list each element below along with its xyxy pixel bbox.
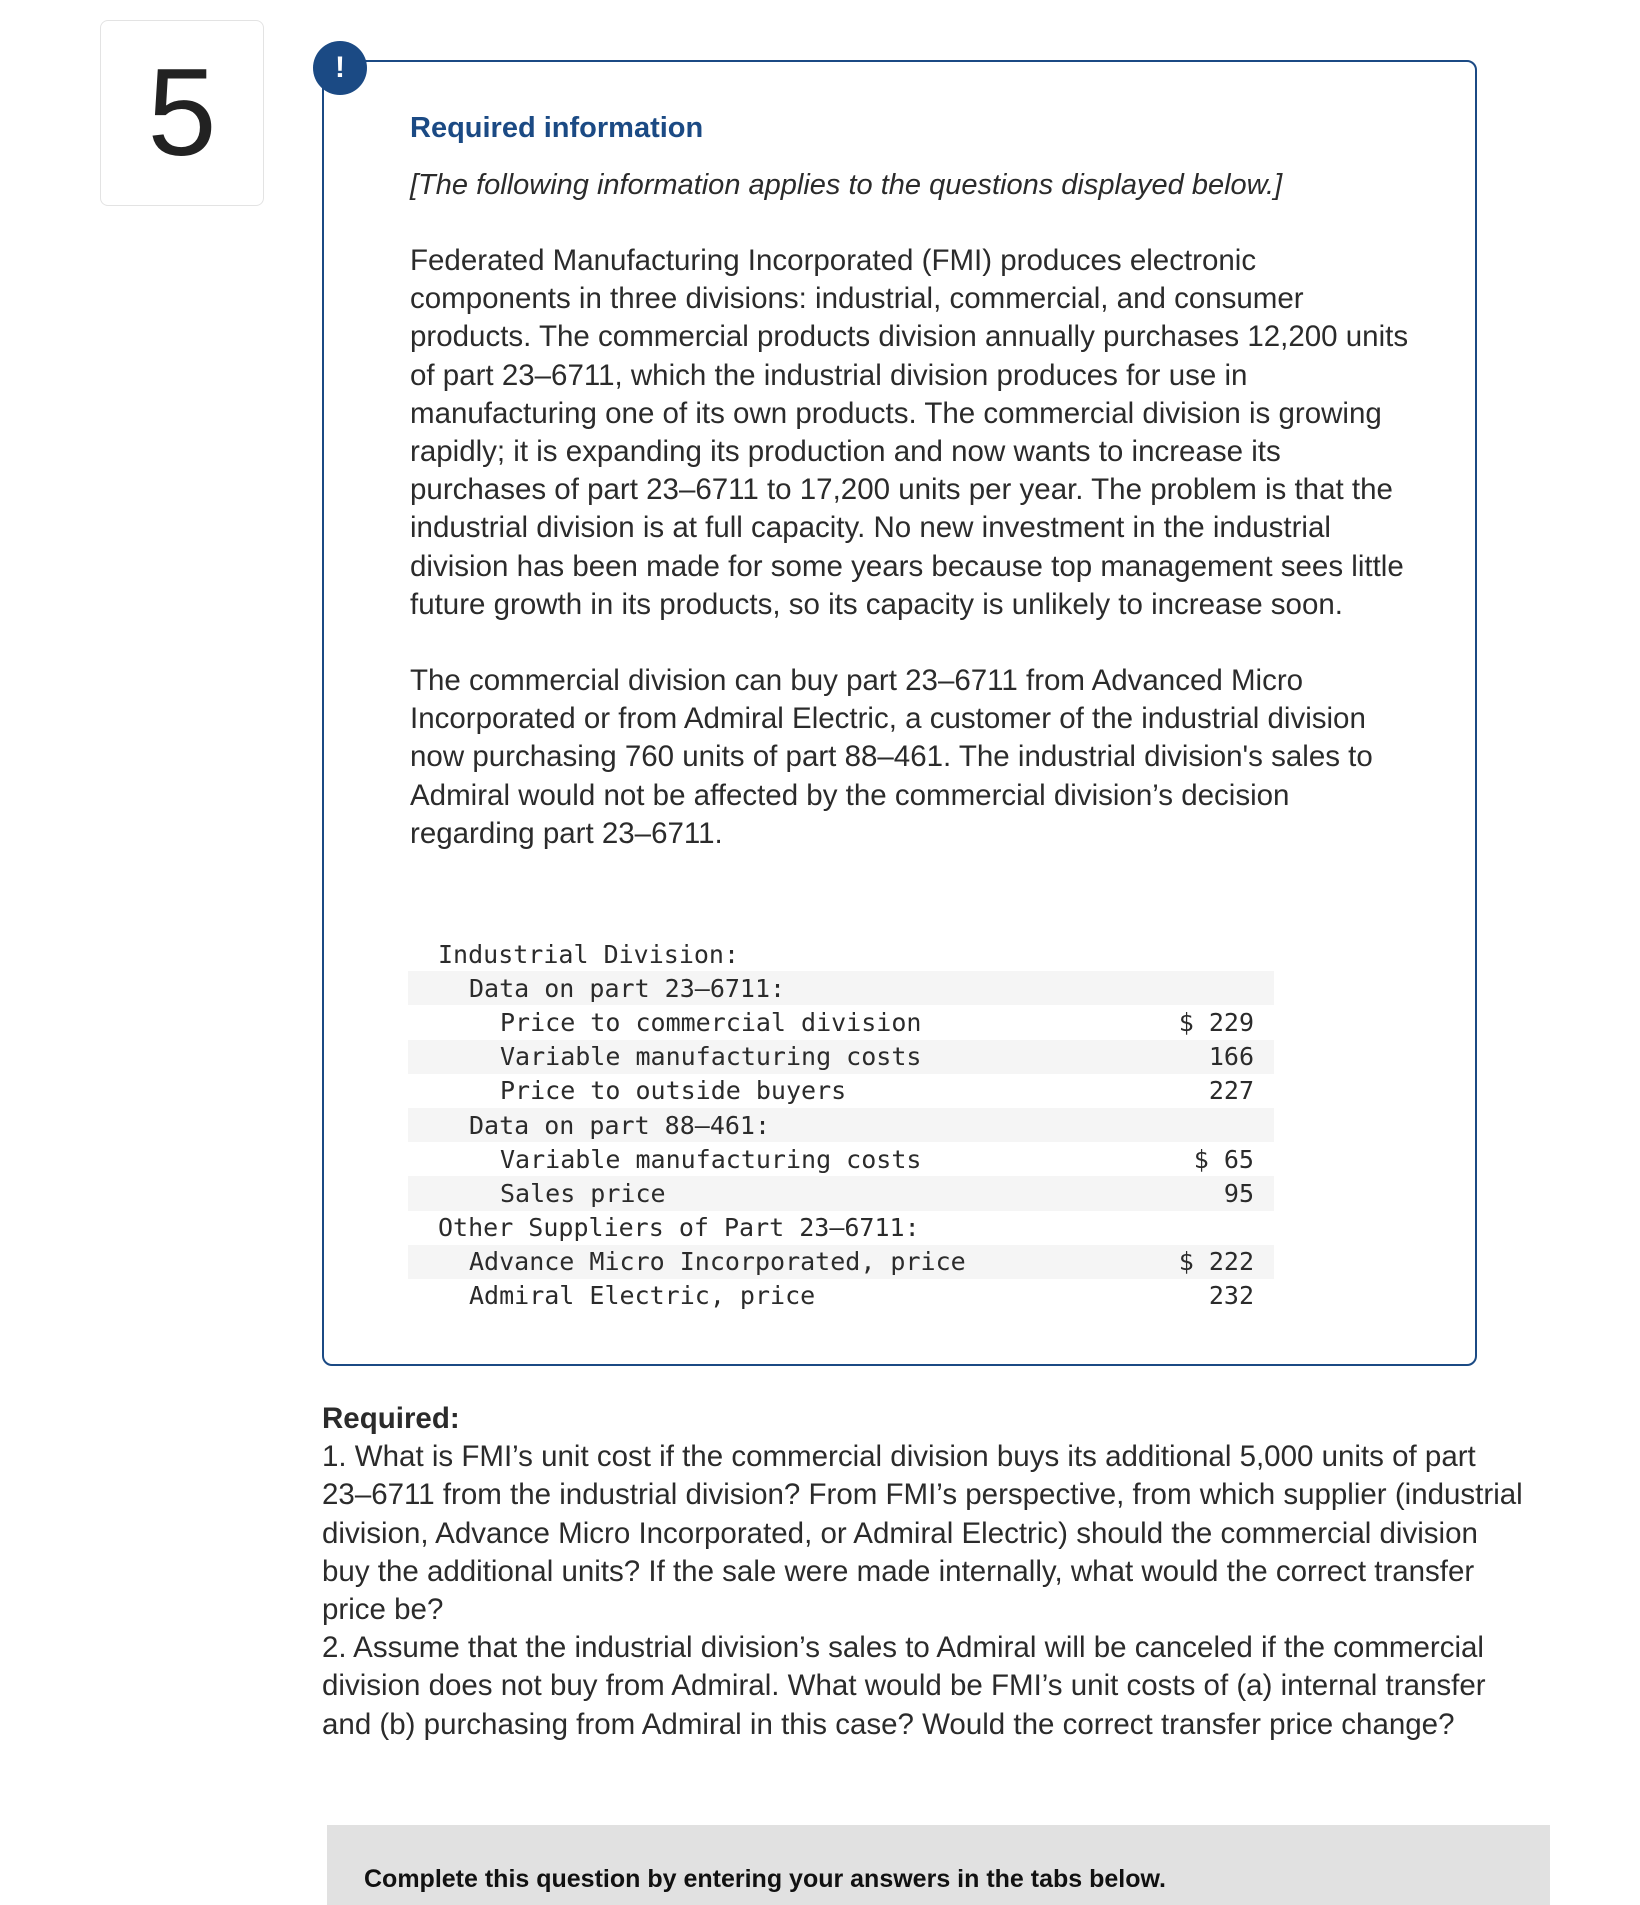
table-row — [408, 1142, 1274, 1176]
row-label: Sales price — [500, 1178, 666, 1208]
row-value: 95 — [1223, 1178, 1254, 1208]
alert-icon: ! — [313, 41, 367, 95]
row-value: $ 222 — [1178, 1247, 1254, 1277]
table-row — [408, 1005, 1274, 1039]
required-information-card — [322, 60, 1477, 1366]
row-label: Advance Micro Incorporated, price — [469, 1247, 966, 1277]
table-row — [408, 1074, 1274, 1108]
required-section — [322, 1400, 1532, 1744]
table-row — [408, 971, 1274, 1005]
question-number: 5 — [100, 20, 264, 206]
table-row — [408, 1279, 1274, 1313]
row-value: 227 — [1208, 1076, 1254, 1106]
table-row — [408, 1176, 1274, 1210]
applies-note: [The following information applies to the questions displayed below.] — [410, 169, 1283, 201]
row-label: Price to outside buyers — [500, 1076, 847, 1106]
row-value: 166 — [1208, 1042, 1254, 1072]
row-value: $ 65 — [1193, 1144, 1254, 1174]
row-label: Variable manufacturing costs — [500, 1042, 922, 1072]
table-row — [408, 1245, 1274, 1279]
instructions-bar — [327, 1825, 1550, 1905]
intro-paragraph-2: The commercial division can buy part 23–6711 from Advanced Micro Incorporated or from Admiral Electric, a customer of the industrial division now purchasing 760 units of part 88–461. The industrial division's sales to Admiral would not be affected by the commercial division’s decision regarding part 23–6711. — [410, 664, 1373, 850]
row-label: Data on part 23–6711: — [469, 973, 786, 1003]
row-label: Industrial Division: — [438, 939, 740, 969]
data-table — [408, 937, 1274, 1313]
table-row — [408, 937, 1274, 971]
row-label: Other Suppliers of Part 23–6711: — [438, 1213, 920, 1243]
required-item-1: 1. What is FMI’s unit cost if the commercial division buys its additional 5,000 units of part 23–6711 from the industrial division? From FMI’s perspective, from which supplier (industrial division, Advance Micro Incorporated, or Admiral Electric) should the commercial division buy the additional units? If the sale were made internally, what would the correct transfer price be? — [322, 1440, 1523, 1627]
row-label: Data on part 88–461: — [469, 1110, 771, 1140]
row-label: Variable manufacturing costs — [500, 1144, 922, 1174]
table-row — [408, 1108, 1274, 1142]
intro-paragraph-1: Federated Manufacturing Incorporated (FMI) produces electronic components in three divisions: industrial, commercial, and consumer products. The commercial products division annually purchases 12,200 units of part 23–6711, which the industrial division produces for use in manufacturing one of its own products. The commercial division is growing rapidly; it is expanding its production and now wants to increase its purchases of part 23–6711 to 17,200 units per year. The problem is that the industrial division is at full capacity. No new investment in the industrial division has been made for some years because top management sees little future growth in its products, so its capacity is unlikely to increase soon. — [410, 244, 1409, 621]
table-row — [408, 1211, 1274, 1245]
row-label: Price to commercial division — [500, 1007, 922, 1037]
instructions-text: Complete this question by entering your answers in the tabs below. — [364, 1865, 1166, 1893]
table-row — [408, 1040, 1274, 1074]
row-value: 232 — [1208, 1281, 1254, 1311]
card-title: Required information — [410, 112, 704, 144]
row-value: $ 229 — [1178, 1007, 1254, 1037]
required-heading: Required: — [322, 1402, 460, 1435]
row-label: Admiral Electric, price — [469, 1281, 816, 1311]
required-item-2: 2. Assume that the industrial division’s sales to Admiral will be canceled if the commercial division does not buy from Admiral. What would be FMI’s unit costs of (a) internal transfer and (b) purchasing from Admiral in this case? Would the correct transfer price change? — [322, 1631, 1486, 1741]
